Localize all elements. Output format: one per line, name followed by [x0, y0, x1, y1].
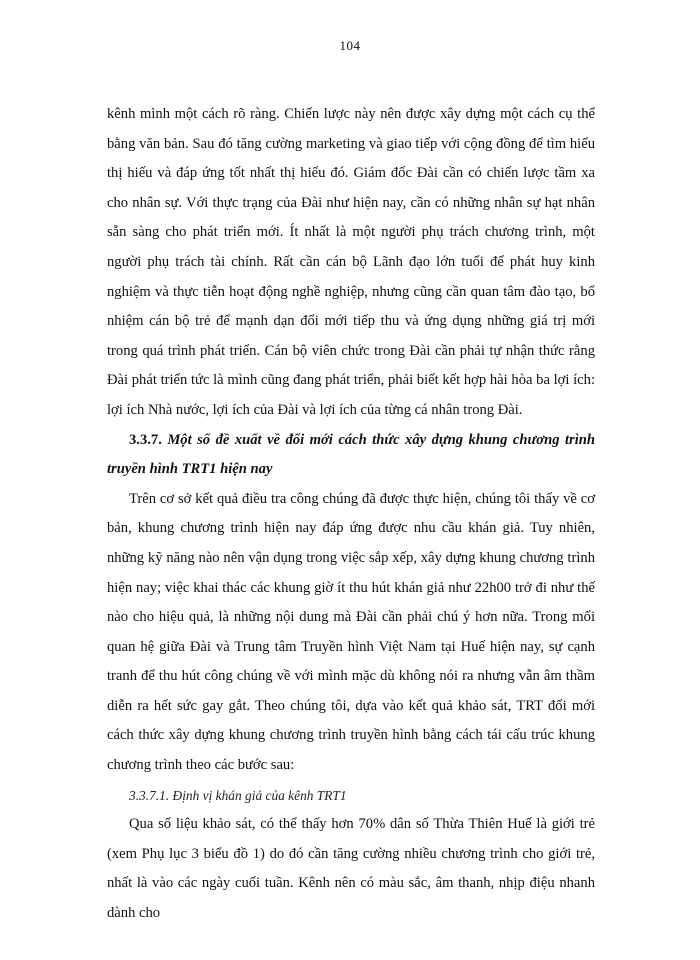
- section-heading-number: 3.3.7.: [129, 431, 162, 448]
- section-heading: [107, 426, 595, 485]
- page-number: 104: [339, 38, 361, 53]
- body-text: [107, 100, 595, 929]
- section-heading-text: Một số đề xuất về đổi mới cách thức xây dựng khung chương trình truyền hình TRT1 hiện nay: [107, 431, 595, 478]
- paragraph-2: Trên cơ sở kết quả điều tra công chúng đã được thực hiện, chúng tôi thấy về cơ bản, khung chương trình hiện nay đáp ứng được nhu cầu khán giả. Tuy nhiên, những kỹ năng nào nên vận dụng trong việc sắp xếp, xây dựng khung chương trình hiện nay; việc khai thác các khung giờ ít thu hút khán giả như 22h00 trở đi như thế nào cho hiệu quả, là những nội dung mà Đài cần phải chú ý hơn nữa. Trong mối quan hệ giữa Đài và Trung tâm Truyền hình Việt Nam tại Huế hiện nay, sự cạnh tranh để thu hút công chúng về với mình mặc dù không nói ra nhưng vẫn âm thầm diễn ra hết sức gay gắt. Theo chúng tôi, dựa vào kết quả khảo sát, TRT đổi mới cách thức xây dựng khung chương trình truyền hình bằng cách tái cấu trúc khung chương trình theo các bước sau:: [107, 490, 595, 774]
- paragraph-3: Qua số liệu khảo sát, có thể thấy hơn 70% dân số Thừa Thiên Huế là giới trẻ (xem Phụ lục 3 biểu đồ 1) do đó cần tăng cường nhiều chương trình cho giới trẻ, nhất là vào các ngày cuối tuần. Kênh nên có màu sắc, âm thanh, nhịp điệu nhanh dành cho: [107, 816, 595, 922]
- paragraph-1: kênh mình một cách rõ ràng. Chiến lược này nên được xây dựng một cách cụ thể bằng văn bản. Sau đó tăng cường marketing và giao tiếp với cộng đồng để tìm hiểu thị hiếu và đáp ứng tốt nhất thị hiếu đó. Giám đốc Đài cần có chiến lược tầm xa cho nhân sự. Với thực trạng của Đài như hiện nay, cần có những nhân sự hạt nhân sẵn sàng cho phát triển mới. Ít nhất là một người phụ trách chương trình, một người phụ trách tài chính. Rất cần cán bộ Lãnh đạo lớn tuổi để phát huy kinh nghiệm và thực tiễn hoạt động nghề nghiệp, nhưng cũng cần quan tâm đào tạo, bổ nhiệm cán bộ trẻ để mạnh dạn đổi mới tiếp thu và ứng dụng những giá trị mới trong quá trình phát triển. Cán bộ viên chức trong Đài cần phải tự nhận thức rằng Đài phát triển tức là mình cũng đang phát triển, phải biết kết hợp hài hòa ba lợi ích: lợi ích Nhà nước, lợi ích của Đài và lợi ích của từng cá nhân trong Đài.: [107, 106, 595, 418]
- subsection-heading: 3.3.7.1. Định vị khán giả của kênh TRT1: [129, 787, 347, 803]
